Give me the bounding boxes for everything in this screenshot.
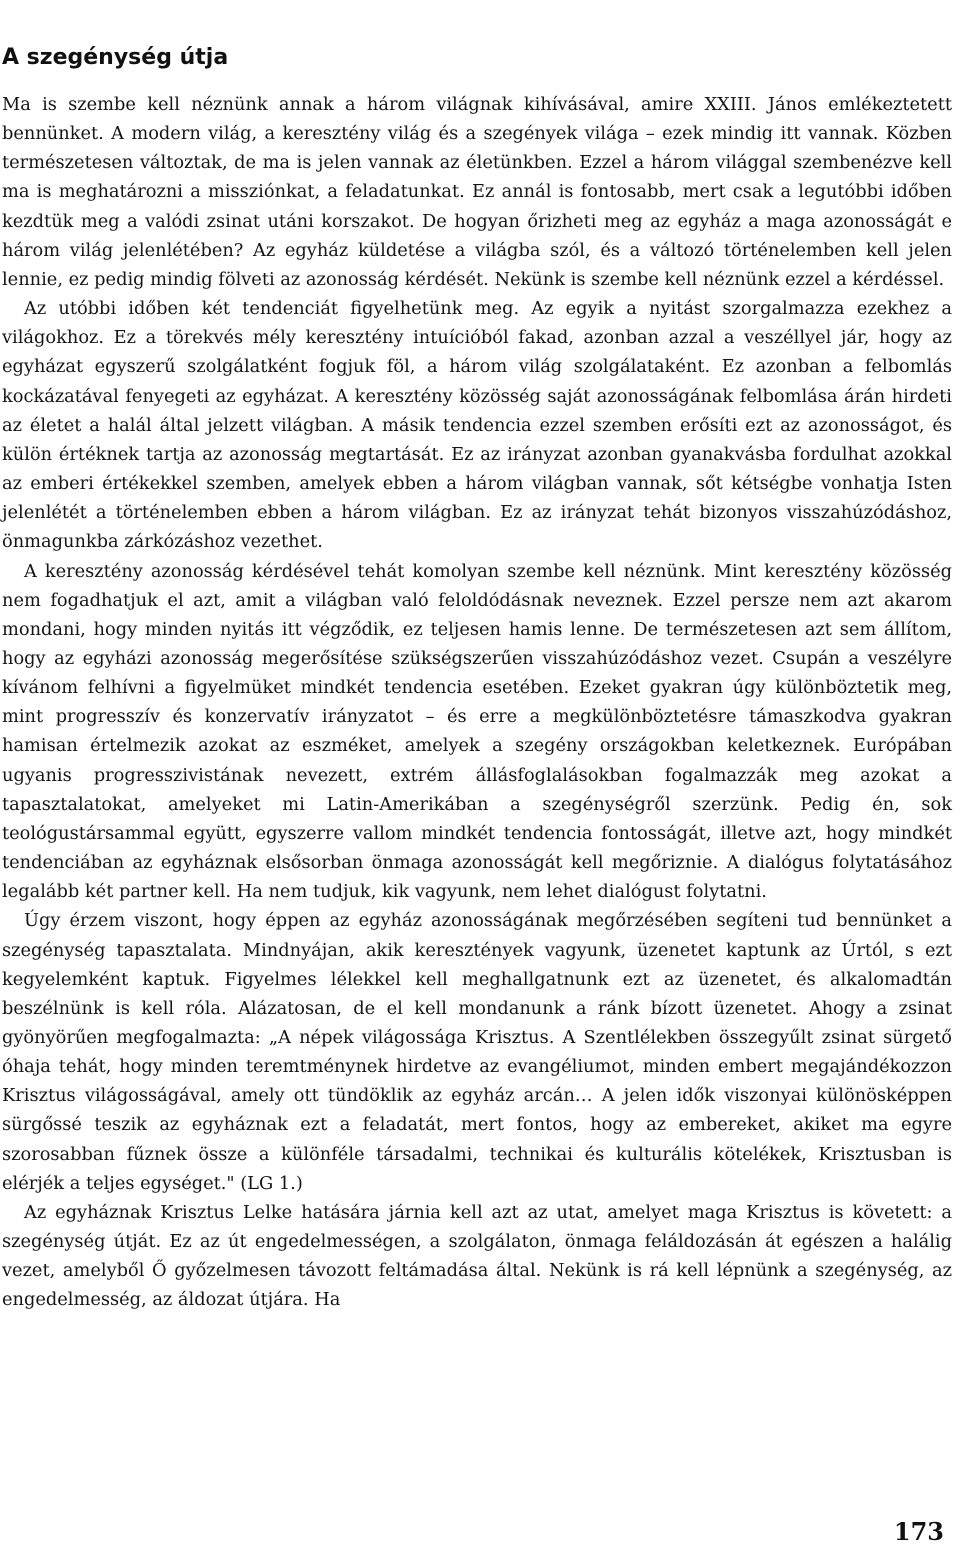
section-title: A szegénység útja xyxy=(2,45,229,70)
body-text xyxy=(2,90,952,1315)
paragraph-2: Az utóbbi időben két tendenciát figyelhetünk meg. Az egyik a nyitást szorgalmazza ezekhez a világokhoz. Ez a törekvés mély keresztény intuícióból fakad, azonban azzal a veszéllyel jár, hogy az egyházat egyszerű szolgálatként fogjuk föl, a három világ szolgálataként. Ez azonban a felbomlás kockázatával fenyegeti az egyházat. A keresztény közösség saját azonosságának felbomlása árán hirdeti az életet a halál által jelzett világban. A másik tendencia ezzel szemben erősíti ezt az azonosságot, és külön értéknek tartja az azonosság megtartását. Ez az irányzat azonban gyanakvásba fordulhat azokkal az emberi értékekkel szemben, amelyek ebben a három világban vannak, sőt kétségbe vonhatja Isten jelenlétét a történelemben ebben a három világban. Ez az irányzat tehát bizonyos visszahúzódáshoz, önmagunkba zárkózáshoz vezethet. xyxy=(2,298,952,553)
paragraph-3: A keresztény azonosság kérdésével tehát komolyan szembe kell néznünk. Mint keresztény közösség nem fogadhatjuk el azt, amit a világban való feloldódásnak neveznek. Ezzel persze nem azt akarom mondani, hogy minden nyitás itt végződik, ez teljesen hamis lenne. De természetesen azt sem állítom, hogy az egyházi azonosság megerősítése szükségszerűen visszahúzódáshoz vezet. Csupán a veszélyre kívánom felhívni a figyelmüket mindkét tendencia esetében. Ezeket gyakran úgy különböztetik meg, mint progresszív és konzervatív irányzatot – és erre a megkülönböztetésre támaszkodva gyakran hamisan értelmezik azokat az eszméket, amelyek a szegény országokban keletkeznek. Európában ugyanis progresszivistának nevezett, extrém állásfoglalásokban fogalmazzák meg azokat a tapasztalatokat, amelyeket mi Latin-Amerikában a szegénységről szerzünk. Pedig én, sok teológustársammal együtt, egyszerre vallom mindkét tendencia fontosságát, illetve azt, hogy mindkét tendenciában az egyháznak elsősorban önmaga azonosságát kell megőriznie. A dialógus folytatásához legalább két partner kell. Ha nem tudjuk, kik vagyunk, nem lehet dialógust folytatni. xyxy=(2,560,952,903)
page-number: 173 xyxy=(893,1517,944,1546)
paragraph-1: Ma is szembe kell néznünk annak a három világnak kihívásával, amire XXIII. János emlékeztetett bennünket. A modern világ, a keresztény világ és a szegények világa – ezek mindig itt vannak. Közben természetesen változtak, de ma is jelen vannak az életünkben. Ezzel a három világgal szembenézve kell ma is meghatározni a missziónkat, a feladatunkat. Ez annál is fontosabb, mert csak a legutóbbi időben kezdtük meg a valódi zsinat utáni korszakot. De hogyan őrizheti meg az egyház a maga azonosságát e három világ jelenlétében? Az egyház küldetése a világba szól, és a változó történelemben kell jelen lennie, ez pedig mindig fölveti az azonosság kérdését. Nekünk is szembe kell néznünk ezzel a kérdéssel. xyxy=(2,94,952,290)
paragraph-4: Úgy érzem viszont, hogy éppen az egyház azonosságának megőrzésében segíteni tud bennünket a szegénység tapasztalata. Mindnyájan, akik keresztények vagyunk, üzenetet kaptunk az Úrtól, s ezt kegyelemként kaptuk. Figyelmes lélekkel kell meghallgatnunk ezt az üzenetet, és alkalomadtán beszélnünk is kell róla. Alázatosan, de el kell mondanunk a ránk bízott üzenetet. Ahogy a zsinat gyönyörűen megfogalmazta: „A népek világossága Krisztus. A Szentlélekben összegyűlt zsinat sürgető óhaja tehát, hogy minden teremtménynek hirdetve az evangéliumot, minden embert megajándékozzon Krisztus világosságával, amely ott tündöklik az egyház arcán… A jelen idők viszonyai különösképpen sürgőssé teszik az egyháznak ezt a feladatát, mert fontos, hogy az embereket, akiket ma egyre szorosabban fűznek össze a különféle társadalmi, technikai és kulturális kötelékek, Krisztusban is elérjék a teljes egységet." (LG 1.) xyxy=(2,910,952,1194)
paragraph-5: Az egyháznak Krisztus Lelke hatására járnia kell azt az utat, amelyet maga Krisztus is követett: a szegénység útját. Ez az út engedelmességen, a szolgálaton, önmaga feláldozásán át egészen a halálig vezet, amelyből Ő győzelmesen távozott feltámadása által. Nekünk is rá kell lépnünk a szegénység, az engedelmesség, az áldozat útjára. Ha xyxy=(2,1201,952,1311)
